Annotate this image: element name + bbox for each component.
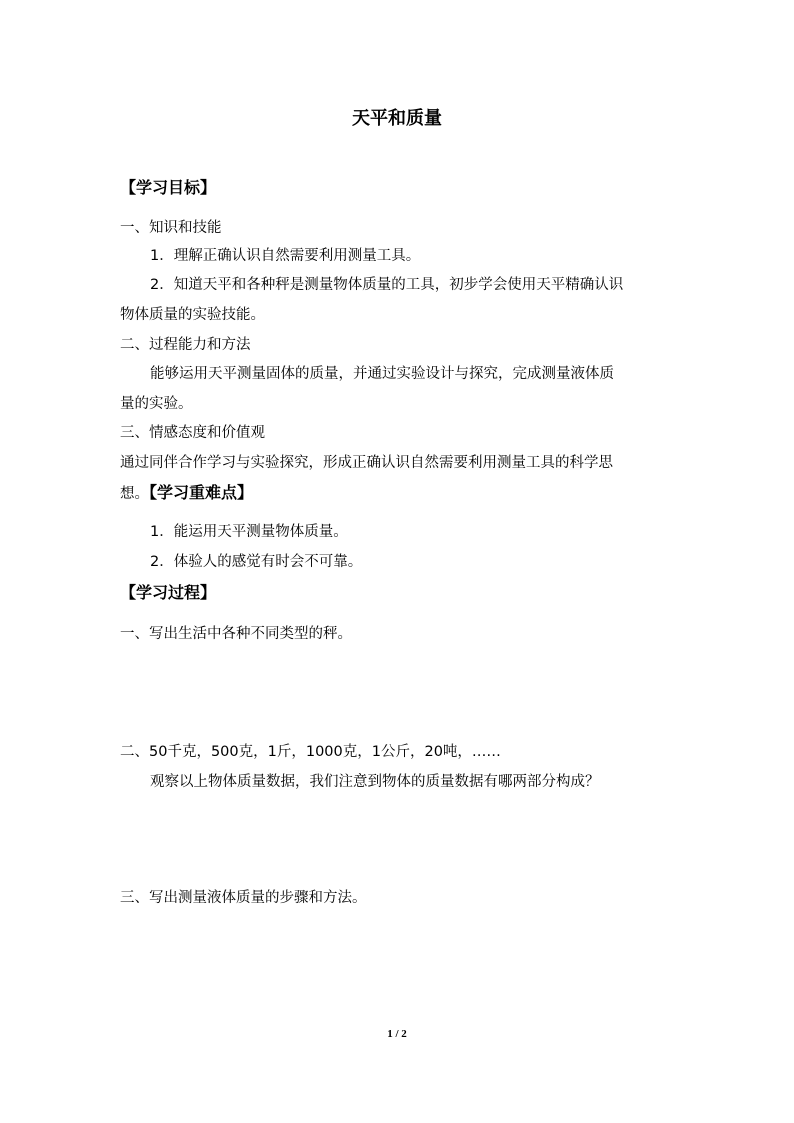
process-paragraph-line-1: 能够运用天平测量固体的质量，并通过实验设计与探究，完成测量液体质 [150,366,614,382]
heading-process-ability: 二、过程能力和方法 [120,337,251,353]
section-heading-learning-process: 【学习过程】 [120,583,217,602]
attitude-paragraph-line-2 [120,483,253,504]
attitude-paragraph-line-1: 通过同伴合作学习与实验探究，形成正确认识自然需要利用测量工具的科学思 [120,455,613,471]
question-1: 一、写出生活中各种不同类型的秤。 [120,626,352,642]
attitude-paragraph-end: 想。 [120,486,149,502]
heading-knowledge-skills: 一、知识和技能 [120,220,222,236]
goal-item-1: 1．理解正确认识自然需要利用测量工具。 [150,248,421,264]
process-paragraph-line-2: 量的实验。 [120,396,193,412]
key-point-item-2: 2．体验人的感觉有时会不可靠。 [150,554,363,570]
document-title: 天平和质量 [352,108,442,129]
question-3: 三、写出测量液体质量的步骤和方法。 [120,890,367,906]
question-2-line-2: 观察以上物体质量数据，我们注意到物体的质量数据有哪两部分构成？ [150,774,600,790]
section-heading-learning-goals: 【学习目标】 [120,178,217,197]
heading-attitude-values: 三、情感态度和价值观 [120,425,265,441]
section-heading-key-points: 【学习重难点】 [149,483,254,502]
key-point-item-1: 1．能运用天平测量物体质量。 [150,524,348,540]
page-number: 1 / 2 [387,1028,407,1040]
goal-item-2-line-2: 物体质量的实验技能。 [120,307,265,323]
question-2-line-1: 二、50千克，500克，1斤，1000克，1公斤，20吨，…… [120,744,501,760]
goal-item-2-line-1: 2．知道天平和各种秤是测量物体质量的工具，初步学会使用天平精确认识 [150,277,624,293]
